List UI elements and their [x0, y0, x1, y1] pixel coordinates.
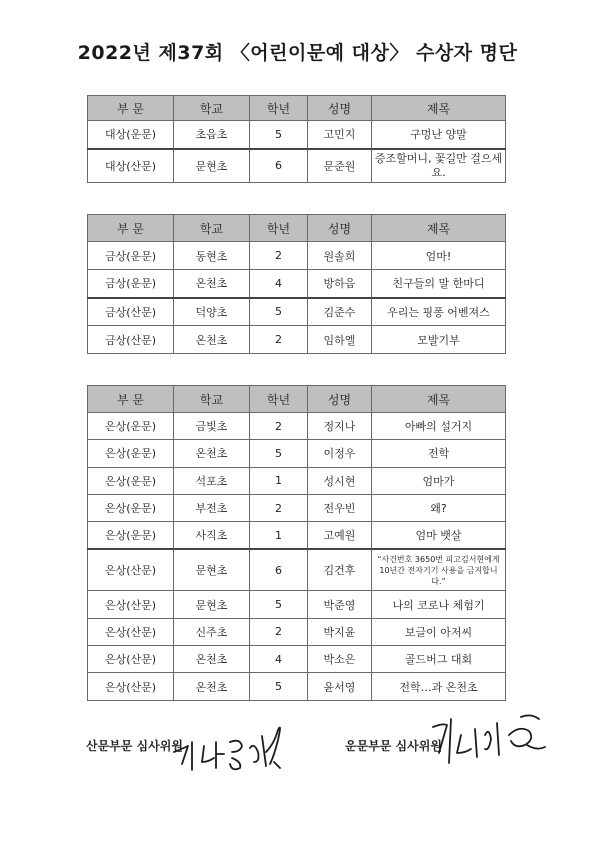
grade-cell: 6	[250, 549, 308, 591]
name-cell: 정지나	[308, 413, 372, 440]
table-row	[88, 326, 506, 354]
table-header-row	[88, 386, 506, 413]
table-header-row	[88, 96, 506, 121]
grade-cell: 5	[250, 440, 308, 467]
school-cell: 온천초	[174, 673, 250, 700]
silver-prize-table	[87, 385, 506, 701]
name-cell: 박지윤	[308, 618, 372, 645]
name-cell: 김건후	[308, 549, 372, 591]
category-cell: 은상(운문)	[88, 467, 174, 494]
table-row	[88, 121, 506, 149]
name-cell: 임하엘	[308, 326, 372, 354]
work-cell: 전학…과 온천초	[372, 673, 506, 700]
work-cell: “사건번호 3650번 피고김서현에게 10년간 전자기기 사용을 금지합니다.”	[372, 549, 506, 591]
table-row	[88, 467, 506, 494]
name-cell: 윤서영	[308, 673, 372, 700]
name-cell: 고민지	[308, 121, 372, 149]
grade-cell: 1	[250, 522, 308, 549]
grade-cell: 1	[250, 467, 308, 494]
name-cell: 박소은	[308, 646, 372, 673]
category-cell: 은상(운문)	[88, 440, 174, 467]
name-cell: 성시현	[308, 467, 372, 494]
school-cell: 금빛초	[174, 413, 250, 440]
table-row	[88, 646, 506, 673]
category-cell: 은상(운문)	[88, 413, 174, 440]
name-cell: 문준원	[308, 149, 372, 183]
name-cell: 박준영	[308, 591, 372, 618]
work-cell: 나의 코로나 체험기	[372, 591, 506, 618]
school-cell: 문현초	[174, 149, 250, 183]
document-title: 2022년 제37회 〈어린이문예 대상〉 수상자 명단	[77, 42, 518, 64]
work-cell: 엄마가	[372, 467, 506, 494]
grade-cell: 5	[250, 121, 308, 149]
category-cell: 은상(운문)	[88, 522, 174, 549]
prose-judge-signature	[170, 712, 290, 778]
grade-cell: 5	[250, 673, 308, 700]
school-cell: 온천초	[174, 270, 250, 298]
grade-cell: 2	[250, 242, 308, 270]
prose-judge-label: 산문부문 심사위원	[86, 739, 183, 753]
school-cell: 온천초	[174, 326, 250, 354]
work-cell: 골드버그 대회	[372, 646, 506, 673]
grand-prize-table	[87, 95, 506, 183]
school-cell: 신주초	[174, 618, 250, 645]
category-cell: 은상(산문)	[88, 646, 174, 673]
category-cell: 은상(산문)	[88, 618, 174, 645]
table-row	[88, 149, 506, 183]
category-cell: 대상(운문)	[88, 121, 174, 149]
grade-cell: 2	[250, 618, 308, 645]
work-cell: 구멍난 양말	[372, 121, 506, 149]
school-cell: 온천초	[174, 440, 250, 467]
work-cell: 엄마 뱃살	[372, 522, 506, 549]
header-work: 제목	[372, 386, 506, 413]
school-cell: 온천초	[174, 646, 250, 673]
header-work: 제목	[372, 215, 506, 242]
name-cell: 고예원	[308, 522, 372, 549]
table-row	[88, 522, 506, 549]
table-row	[88, 549, 506, 591]
grade-cell: 5	[250, 591, 308, 618]
table-row	[88, 242, 506, 270]
category-cell: 금상(운문)	[88, 242, 174, 270]
table-row	[88, 440, 506, 467]
table-row	[88, 494, 506, 521]
header-grade: 학년	[250, 96, 308, 121]
work-cell: 우리는 핑퐁 어벤져스	[372, 298, 506, 326]
header-name: 성명	[308, 386, 372, 413]
work-cell: 모발기부	[372, 326, 506, 354]
school-cell: 문현초	[174, 549, 250, 591]
name-cell: 김준수	[308, 298, 372, 326]
header-category: 부 문	[88, 215, 174, 242]
name-cell: 원솔희	[308, 242, 372, 270]
verse-judge-label: 운문부문 심사위원	[345, 739, 442, 753]
header-school: 학교	[174, 96, 250, 121]
table-row	[88, 673, 506, 700]
school-cell: 문현초	[174, 591, 250, 618]
grade-cell: 6	[250, 149, 308, 183]
table-row	[88, 413, 506, 440]
header-work: 제목	[372, 96, 506, 121]
header-grade: 학년	[250, 215, 308, 242]
grade-cell: 2	[250, 494, 308, 521]
category-cell: 금상(운문)	[88, 270, 174, 298]
work-cell: 왜?	[372, 494, 506, 521]
category-cell: 은상(산문)	[88, 591, 174, 618]
work-cell: 전학	[372, 440, 506, 467]
school-cell: 사직초	[174, 522, 250, 549]
grade-cell: 4	[250, 270, 308, 298]
category-cell: 은상(운문)	[88, 494, 174, 521]
school-cell: 부전초	[174, 494, 250, 521]
name-cell: 전우빈	[308, 494, 372, 521]
school-cell: 석포초	[174, 467, 250, 494]
school-cell: 동현초	[174, 242, 250, 270]
header-category: 부 문	[88, 386, 174, 413]
header-category: 부 문	[88, 96, 174, 121]
name-cell: 이정우	[308, 440, 372, 467]
table-row	[88, 618, 506, 645]
verse-judge-signature	[427, 705, 557, 771]
grade-cell: 2	[250, 326, 308, 354]
work-cell: 보글이 아저씨	[372, 618, 506, 645]
table-row	[88, 298, 506, 326]
school-cell: 초읍초	[174, 121, 250, 149]
category-cell: 은상(산문)	[88, 549, 174, 591]
header-name: 성명	[308, 215, 372, 242]
category-cell: 대상(산문)	[88, 149, 174, 183]
header-school: 학교	[174, 215, 250, 242]
work-cell: 친구들의 말 한마디	[372, 270, 506, 298]
category-cell: 금상(산문)	[88, 326, 174, 354]
work-cell: 아빠의 설거지	[372, 413, 506, 440]
header-name: 성명	[308, 96, 372, 121]
category-cell: 금상(산문)	[88, 298, 174, 326]
school-cell: 덕양초	[174, 298, 250, 326]
table-header-row	[88, 215, 506, 242]
header-school: 학교	[174, 386, 250, 413]
table-row	[88, 591, 506, 618]
grade-cell: 2	[250, 413, 308, 440]
header-grade: 학년	[250, 386, 308, 413]
table-row	[88, 270, 506, 298]
category-cell: 은상(산문)	[88, 673, 174, 700]
gold-prize-table	[87, 214, 506, 354]
work-cell: 증조할머니, 꽃길만 걸으세요.	[372, 149, 506, 183]
work-cell: 엄마!	[372, 242, 506, 270]
grade-cell: 4	[250, 646, 308, 673]
grade-cell: 5	[250, 298, 308, 326]
name-cell: 방하음	[308, 270, 372, 298]
